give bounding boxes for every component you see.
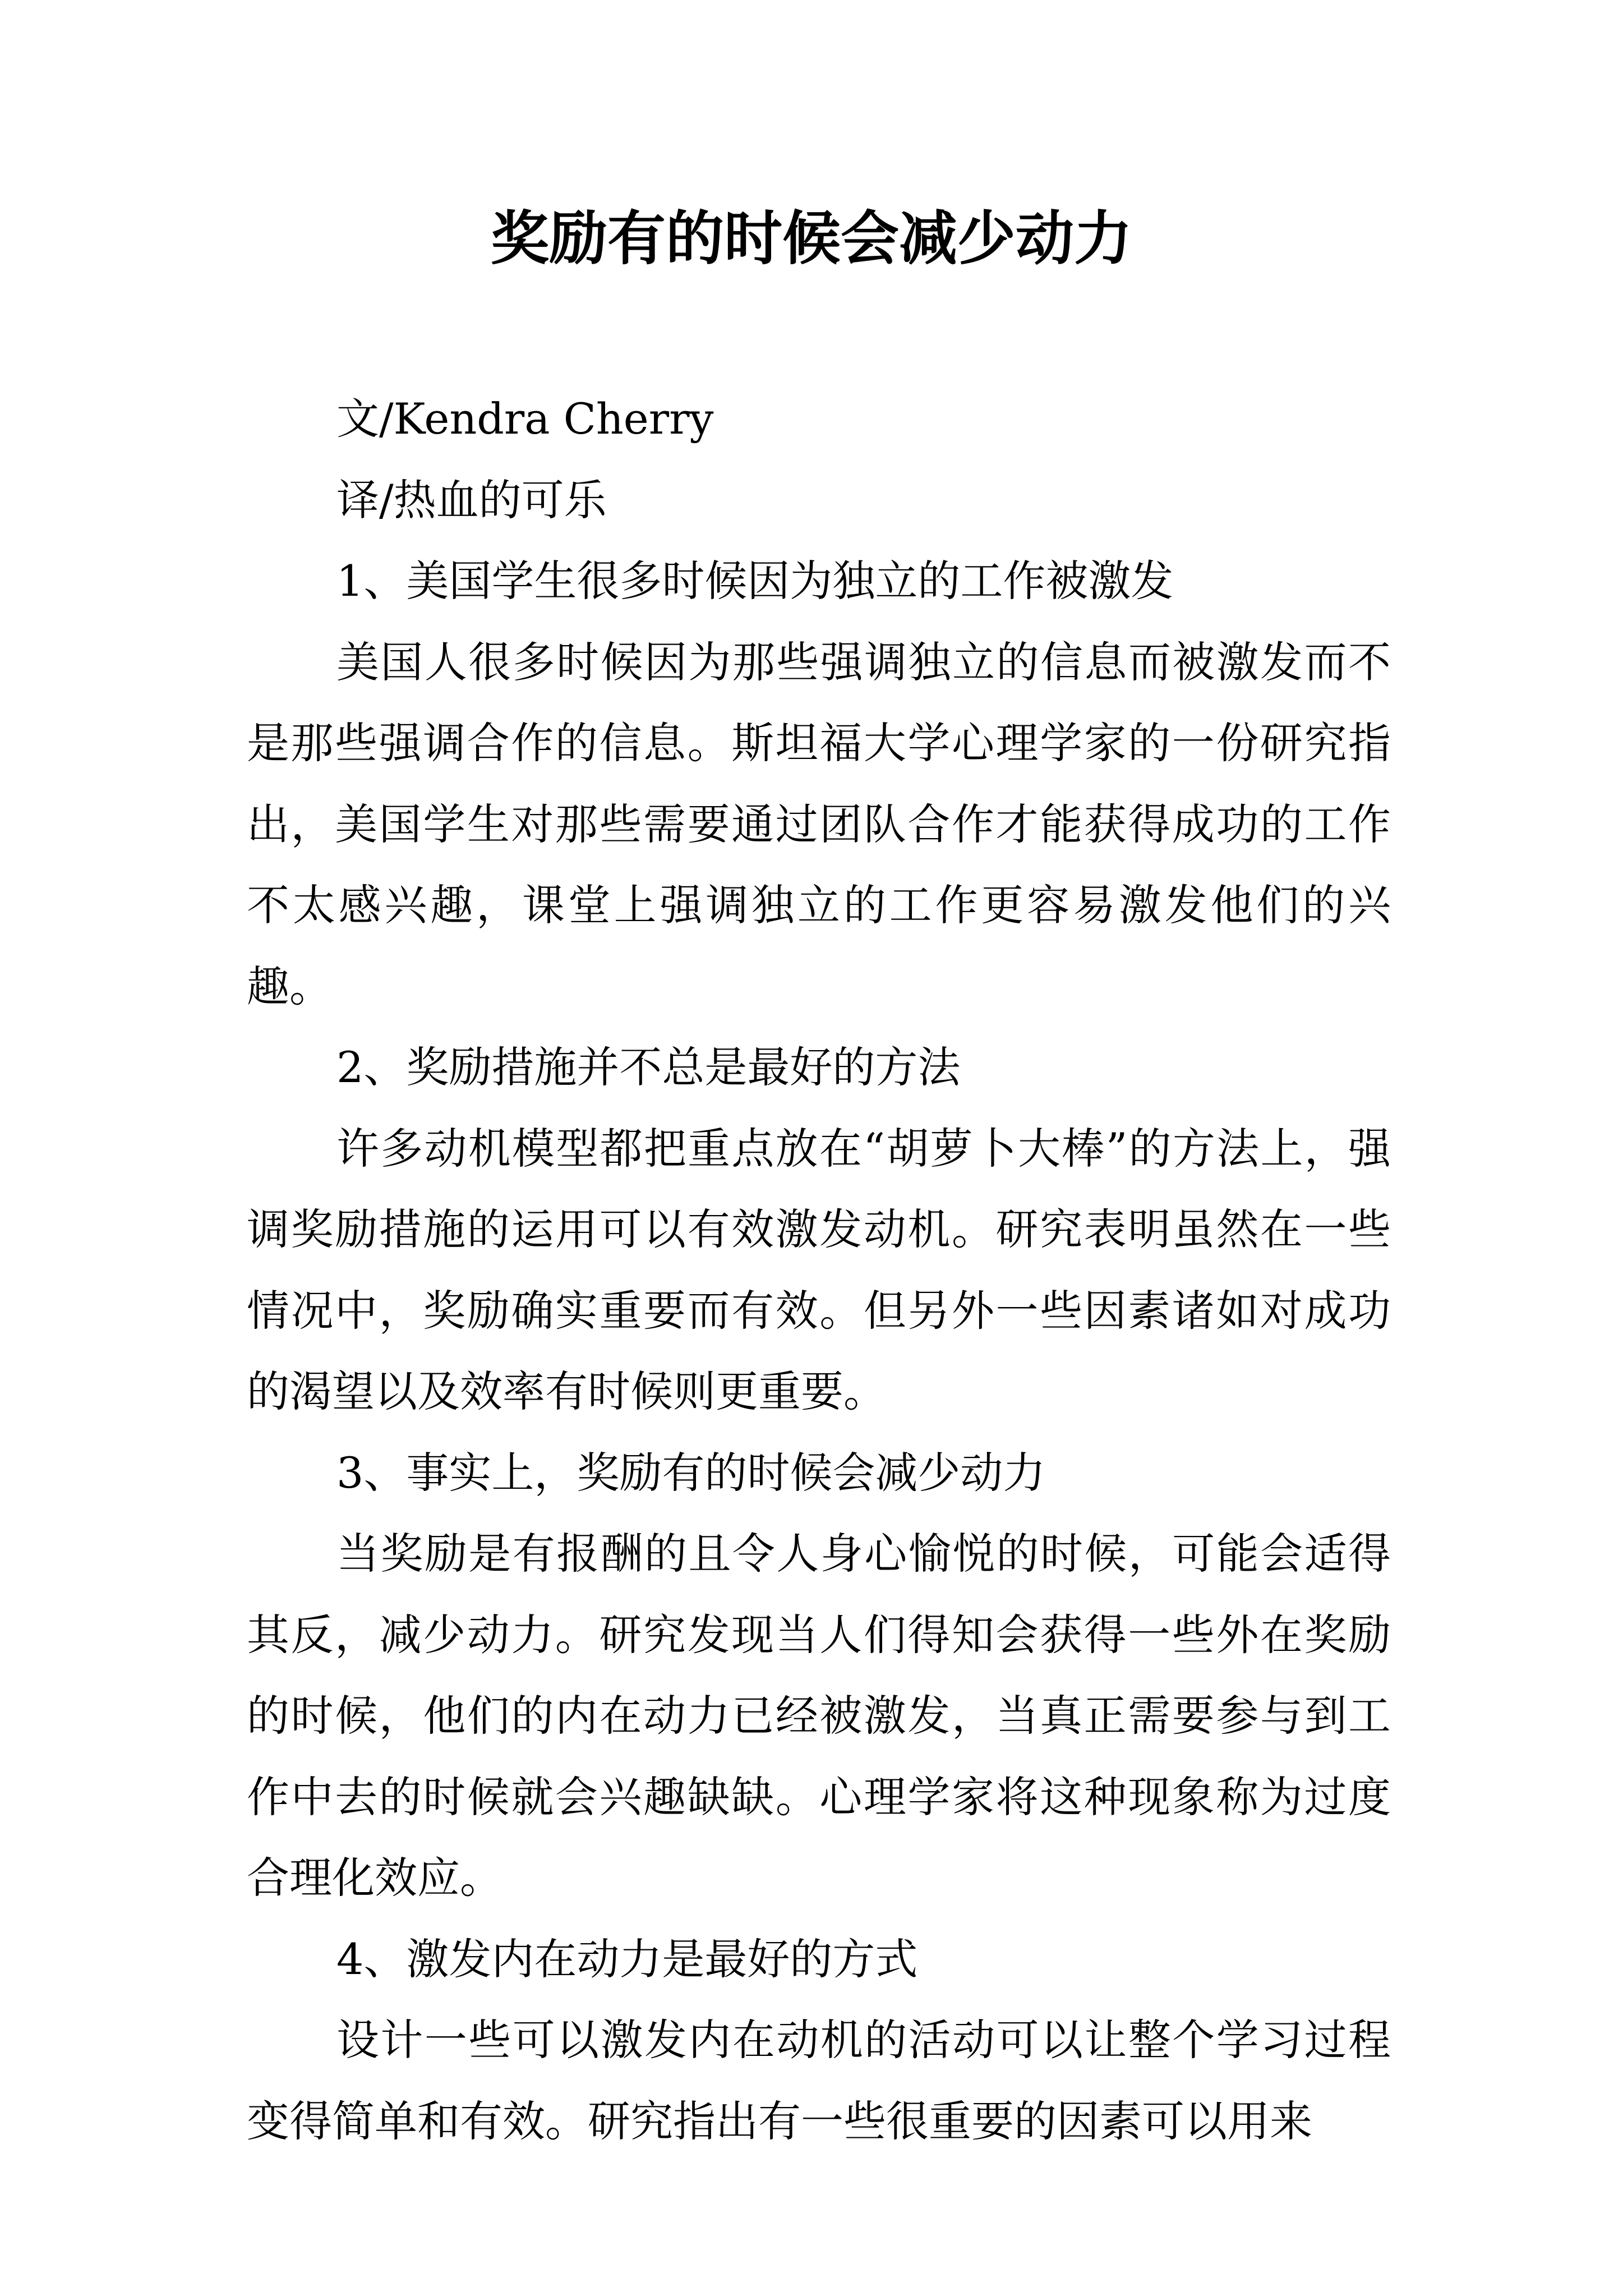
document-body bbox=[247, 379, 1391, 2162]
body-paragraph-1: 美国人很多时候因为那些强调独立的信息而被激发而不是那些强调合作的信息。斯坦福大学心理学家的一份研究指出，美国学生对那些需要通过团队合作才能获得成功的工作不太感兴趣，课堂上强调独立的工作更容易激发他们的兴趣。 bbox=[247, 637, 1391, 1011]
section-heading-2: 2、奖励措施并不总是最好的方法 bbox=[336, 1042, 961, 1092]
body-paragraph-3: 当奖励是有报酬的且令人身心愉悦的时候，可能会适得其反，减少动力。研究发现当人们得知会获得一些外在奖励的时候，他们的内在动力已经被激发，当真正需要参与到工作中去的时候就会兴趣缺缺。心理学家将这种现象称为过度合理化效应。 bbox=[247, 1529, 1391, 1903]
section-heading-4: 4、激发内在动力是最好的方式 bbox=[336, 1934, 918, 1984]
section-heading-1: 1、美国学生很多时候因为独立的工作被激发 bbox=[336, 556, 1174, 606]
translator-line: 译/热血的可乐 bbox=[336, 475, 607, 525]
author-line: 文/Kendra Cherry bbox=[336, 394, 714, 444]
body-paragraph-2: 许多动机模型都把重点放在“胡萝卜大棒”的方法上，强调奖励措施的运用可以有效激发动机。研究表明虽然在一些情况中，奖励确实重要而有效。但另外一些因素诸如对成功的渴望以及效率有时候则更重要。 bbox=[247, 1123, 1391, 1416]
document-title: 奖励有的时候会减少动力 bbox=[490, 204, 1132, 273]
section-heading-3: 3、事实上，奖励有的时候会减少动力 bbox=[336, 1447, 1046, 1498]
body-paragraph-4: 设计一些可以激发内在动机的活动可以让整个学习过程变得简单和有效。研究指出有一些很重要的因素可以用来 bbox=[247, 2015, 1391, 2146]
